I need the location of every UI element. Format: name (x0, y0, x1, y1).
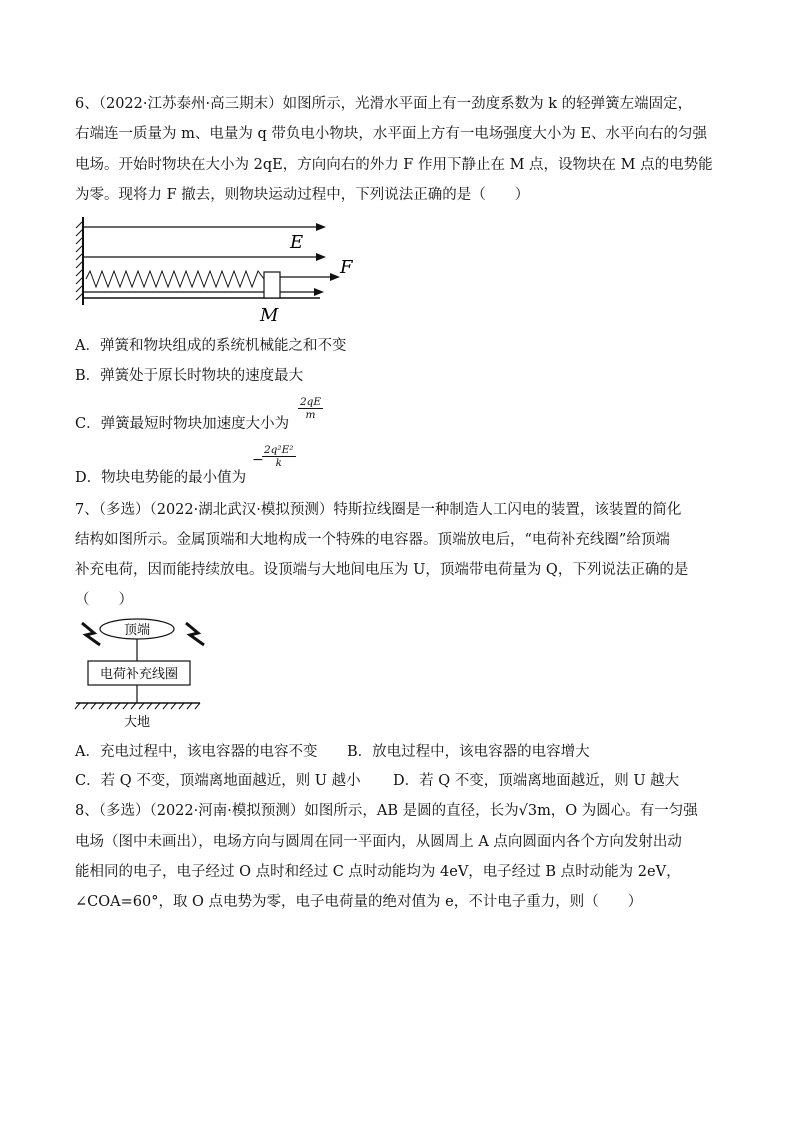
q7-stem-line-1: 7、（多选）（2022·湖北武汉·模拟预测）特斯拉线圈是一种制造人工闪电的装置，该装置的简化 (75, 502, 682, 518)
q8-stem-line-1-start: 8、（多选）（2022·河南·模拟预测）如图所示，AB 是圆的直径，长为 (75, 803, 519, 819)
coil-label: 电荷补充线圈 (99, 667, 179, 682)
q6-stem-line-3: 电场。开始时物块在大小为 2qE，方向向右的外力 F 作用下静止在 M 点，设物块在 M 点的电势能 (75, 157, 713, 173)
q7-stem-line-3: 补充电荷，因而能持续放电。设顶端与大地间电压为 U，顶端带电荷量为 Q，下列说法正确的是 (75, 562, 689, 578)
q6-option-d-numerator: 2q²E² (264, 444, 294, 456)
q6-option-b: B．弹簧处于原长时物块的速度最大 (75, 368, 304, 384)
q7-option-c: C．若 Q 不变，顶端离地面越近，则 U 越小 (75, 773, 361, 789)
ground-hatching (75, 703, 200, 709)
q6-option-c-fraction (298, 396, 323, 421)
q7-option-b: B．放电过程中，该电容器的电容增大 (347, 744, 590, 760)
q7-option-d: D．若 Q 不变，顶端离地面越近，则 U 越大 (393, 773, 680, 789)
label-E: E (290, 232, 304, 253)
q8-sqrt3: √3 (518, 803, 538, 819)
block (264, 272, 280, 298)
q6-option-d-denominator: k (275, 457, 282, 469)
q8-stem-line-1 (75, 801, 698, 821)
q6-option-d-fraction (262, 444, 296, 469)
q6-option-a: A．弹簧和物块组成的系统机械能之和不变 (75, 338, 347, 354)
q7-stem-line-2: 结构如图所示。金属顶端和大地构成一个特殊的电容器。顶端放电后，“电荷补充线圈”给顶端 (75, 532, 670, 548)
q6-stem-line-1: 6、（2022·江苏泰州·高三期末）如图所示，光滑水平面上有一劲度系数为 k 的轻弹簧左端固定， (75, 96, 693, 112)
q8-stem-line-3: 能相同的电子，电子经过 O 点时和经过 C 点时动能均为 4eV，电子经过 B 点时动能为 2eV， (75, 864, 681, 880)
q7-option-a: A．充电过程中，该电容器的电容不变 (75, 744, 318, 760)
q6-option-c: C．弹簧最短时物块加速度大小为 (75, 416, 290, 432)
label-M: M (260, 305, 279, 325)
q8-stem-line-1-end: m，O 为圆心。有一匀强 (537, 803, 698, 819)
field-arrow-3 (83, 288, 324, 296)
q6-option-c-numerator: 2qE (300, 396, 322, 408)
field-arrow-1 (83, 223, 326, 231)
q7-figure (70, 615, 220, 730)
label-F: F (340, 257, 353, 278)
q6-option-d-sign: − (252, 452, 264, 468)
q6-option-c-denominator: m (305, 409, 316, 421)
q6-figure (70, 215, 370, 325)
ground-label: 大地 (123, 715, 151, 730)
wall-hatching (76, 221, 83, 300)
q6-stem-line-2: 右端连一质量为 m、电量为 q 带负电小物块，水平面上方有一电场强度大小为 E、水平向右的匀强 (75, 126, 708, 142)
q6-stem-line-4: 为零。现将力 F 撤去，则物块运动过程中，下列说法正确的是（ ） (75, 187, 530, 203)
spring (86, 271, 264, 287)
q8-stem-line-2: 电场（图中未画出），电场方向与圆周在同一平面内，从圆周上 A 点向圆面内各个方向发射出动 (75, 834, 682, 850)
q8-stem-line-4: ∠COA=60°，取 O 点电势为零，电子电荷量的绝对值为 e，不计电子重力，则（ ） (75, 894, 643, 910)
q6-option-d: D．物块电势能的最小值为 (75, 470, 247, 486)
top-label: 顶端 (123, 623, 151, 638)
force-arrow (280, 273, 340, 281)
field-arrow-2 (83, 253, 326, 261)
q7-stem-line-4: （ ） (75, 592, 133, 608)
lightning-left-icon (82, 623, 100, 645)
lightning-right-icon (186, 623, 204, 645)
